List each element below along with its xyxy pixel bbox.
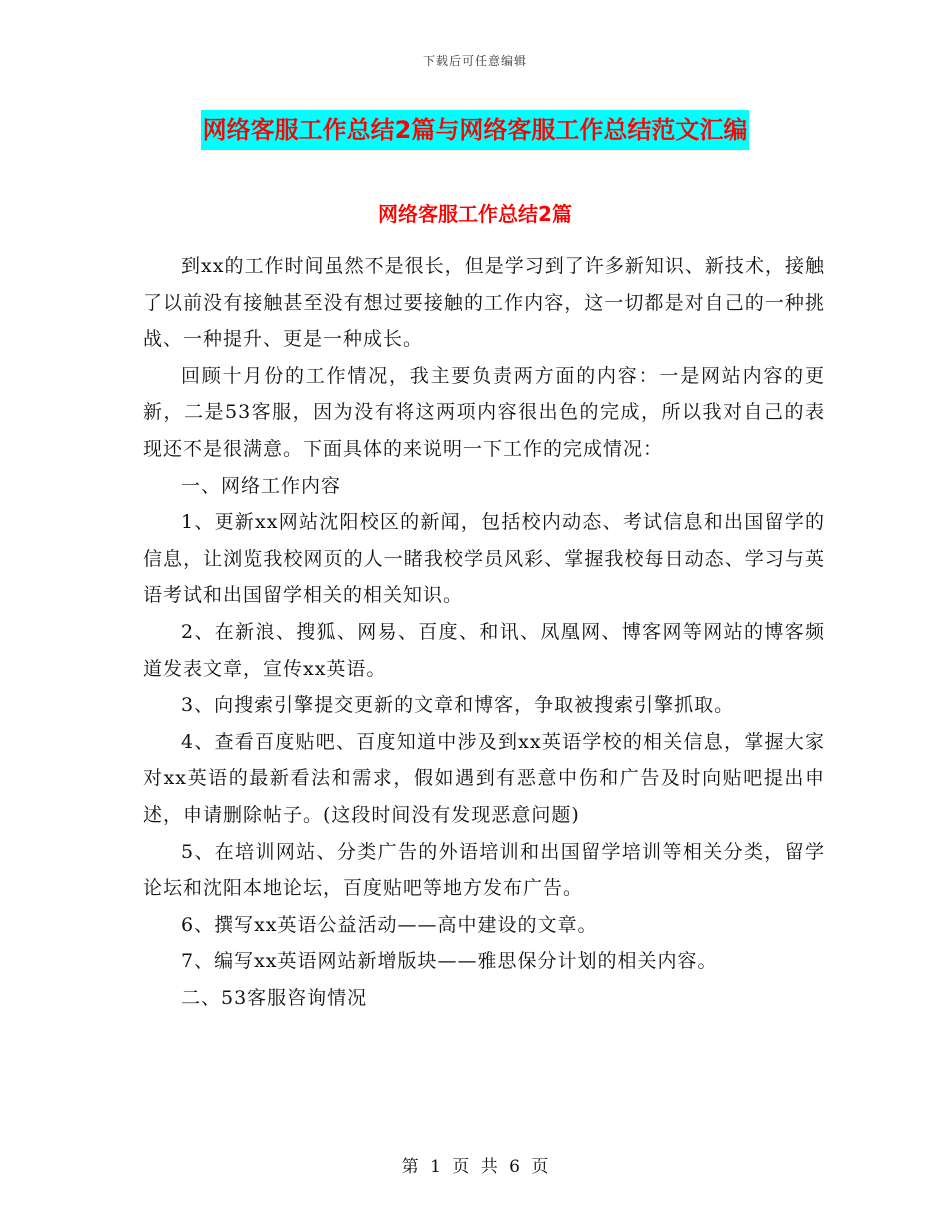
- document-body: [143, 248, 825, 1016]
- list-item-4: 4、查看百度贴吧、百度知道中涉及到xx英语学校的相关信息，掌握大家对xx英语的最新看法和需求，假如遇到有恶意中伤和广告及时向贴吧提出申述，申请删除帖子。(这段时间没有发现恶意问题): [143, 730, 825, 826]
- document-sub-title: 网络客服工作总结2篇: [378, 202, 572, 226]
- document-main-title: 网络客服工作总结2篇与网络客服工作总结范文汇编: [201, 110, 750, 150]
- section-heading-53-service: 二、53客服咨询情况: [181, 986, 368, 1009]
- list-item-1: 1、更新xx网站沈阳校区的新闻，包括校内动态、考试信息和出国留学的信息，让浏览我校网页的人一睹我校学员风彩、掌握我校每日动态、学习与英语考试和出国留学相关的相关知识。: [143, 511, 825, 607]
- page-number-footer: 第 1 页 共 6 页: [401, 1157, 549, 1177]
- list-item-5: 5、在培训网站、分类广告的外语培训和出国留学培训等相关分类，留学论坛和沈阳本地论坛，百度贴吧等地方发布广告。: [143, 840, 825, 900]
- list-item-6: 6、撰写xx英语公益活动——高中建设的文章。: [181, 913, 598, 936]
- page-header-note: 下载后可任意编辑: [422, 54, 527, 68]
- main-title-container: [0, 110, 950, 150]
- paragraph-intro: 到xx的工作时间虽然不是很长，但是学习到了许多新知识、新技术，接触了以前没有接触甚至没有想过要接触的工作内容，这一切都是对自己的一种挑战、一种提升、更是一种成长。: [143, 255, 825, 351]
- list-item-2: 2、在新浪、搜狐、网易、百度、和讯、凤凰网、博客网等网站的博客频道发表文章，宣传xx英语。: [143, 620, 825, 680]
- paragraph-review: 回顾十月份的工作情况，我主要负责两方面的内容：一是网站内容的更新，二是53客服，因为没有将这两项内容很出色的完成，所以我对自己的表现还不是很满意。下面具体的来说明一下工作的完成情况：: [143, 364, 825, 460]
- list-item-3: 3、向搜索引擎提交更新的文章和博客，争取被搜索引擎抓取。: [181, 694, 735, 717]
- list-item-7: 7、编写xx英语网站新增版块——雅思保分计划的相关内容。: [181, 950, 718, 973]
- section-heading-network-work: 一、网络工作内容: [181, 474, 342, 497]
